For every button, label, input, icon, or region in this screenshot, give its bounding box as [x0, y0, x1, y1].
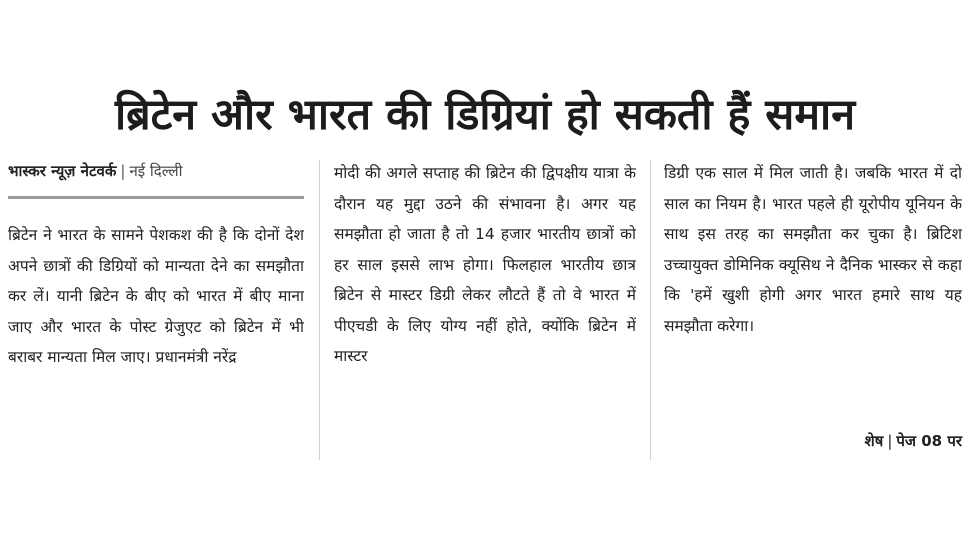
column-1-text: ब्रिटेन ने भारत के सामने पेशकश की है कि दोनों देश अपने छात्रों की डिग्रियों को मान्यता देने का समझौता कर लें। यानी ब्रिटेन के बीए को भारत में बीए माना जाए और भारत के पोस्ट ग्रेजुएट को ब्रिटेन में भी बराबर मान्यता मिल जाए। प्रधानमंत्री नरेंद्र — [8, 226, 304, 366]
byline-location: नई दिल्ली — [129, 162, 183, 180]
continuation-note — [664, 427, 962, 455]
column-2-text: मोदी की अगले सप्ताह की ब्रिटेन की द्विपक्षीय यात्रा के दौरान यह मुद्दा उठने की संभावना है। अगर यह समझौता हो जाता है तो 14 हजार भारतीय छात्रों को हर साल इससे लाभ होगा। फिलहाल भारतीय छात्र ब्रिटेन से मास्टर डिग्री लेकर लौटते हैं तो वे भारत में पीएचडी के लिए योग्य नहीं होते, क्योंकि ब्रिटेन में मास्टर — [334, 164, 636, 365]
column-divider — [319, 160, 320, 460]
article-column-3 — [664, 158, 962, 398]
byline-separator: | — [120, 162, 126, 180]
continuation-page: पेज 08 पर — [896, 432, 962, 450]
article-column-2 — [334, 158, 636, 468]
headline: ब्रिटेन और भारत की डिग्रियां हो सकती हैं समान — [114, 90, 856, 140]
continuation-label: शेष — [864, 432, 884, 450]
column-divider — [650, 160, 651, 460]
byline — [8, 158, 304, 184]
column-3-text: डिग्री एक साल में मिल जाती है। जबकि भारत में दो साल का नियम है। भारत पहले ही यूरोपीय यूनियन के साथ इस तरह का समझौता कर चुका है। ब्रिटिश उच्चायुक्त डोमिनिक क्यूसिथ ने दैनिक भास्कर से कहा कि 'हमें खुशी होगी अगर भारत हमारे साथ यह समझौता करेगा। — [664, 164, 962, 335]
byline-rule — [8, 196, 304, 199]
article-column-1 — [8, 220, 304, 468]
continuation-separator: | — [887, 432, 893, 450]
byline-agency: भास्कर न्यूज़ नेटवर्क — [8, 162, 117, 180]
